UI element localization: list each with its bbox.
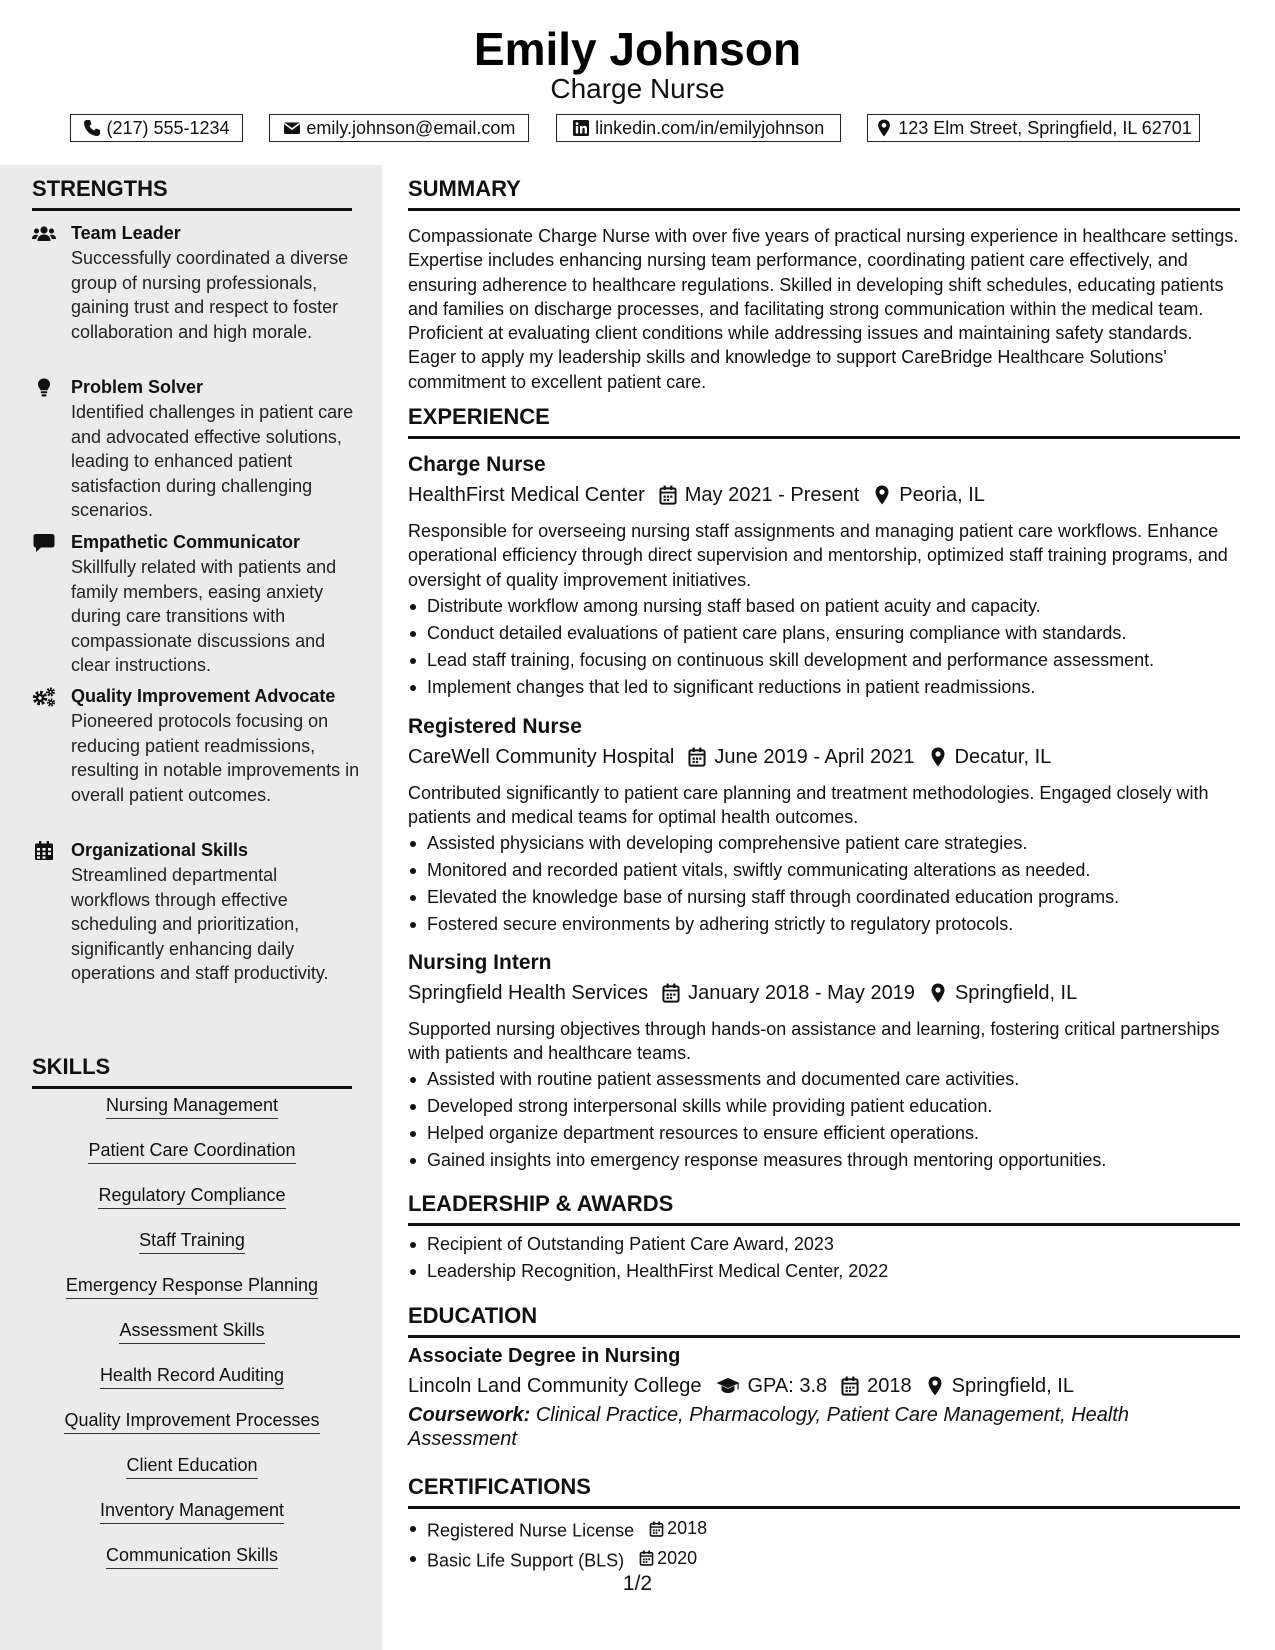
strength-description: Pioneered protocols focusing on reducing patient readmissions, resulting in notable improvements in overall patient outcomes. (71, 711, 360, 805)
calendar-icon (649, 1521, 664, 1537)
job-location: Springfield, IL (954, 982, 1078, 1004)
calendar-icon (32, 841, 56, 861)
education-coursework (408, 1403, 1240, 1451)
calendar-icon (841, 1376, 859, 1396)
list-item (408, 1545, 1240, 1575)
list-item: Distribute workflow among nursing staff based on patient acuity and capacity. (408, 593, 1240, 620)
certification-name: Basic Life Support (BLS) (427, 1550, 625, 1570)
strength-title: Team Leader (71, 223, 181, 243)
strength-title: Quality Improvement Advocate (71, 686, 336, 706)
education-degree: Associate Degree in Nursing (408, 1345, 681, 1367)
coursework-label: Coursework: (408, 1404, 531, 1426)
skill-item: Assessment Skills (32, 1319, 352, 1364)
skill-item: Emergency Response Planning (32, 1274, 352, 1319)
job-title: Registered Nurse (408, 715, 582, 738)
awards-list (408, 1231, 1240, 1285)
summary-heading: SUMMARY (408, 175, 1240, 211)
calendar-icon (659, 485, 677, 505)
phone-icon (83, 119, 101, 137)
contact-email-text: emily.johnson@email.com (306, 117, 516, 138)
job-bullets (408, 830, 1240, 938)
lightbulb-icon (32, 378, 56, 398)
job-company: CareWell Community Hospital (408, 746, 675, 768)
coursework-text: Clinical Practice, Pharmacology, Patient Care Management, Health Assessment (408, 1404, 1130, 1450)
job-bullets (408, 593, 1240, 701)
job-description: Contributed significantly to patient care planning and treatment methodologies. Engaged closely with patients and medical teams for optimal health outcomes. (408, 783, 1209, 828)
strength-description: Skillfully related with patients and family members, easing anxiety during care transitions with compassionate discussions and clear instructions. (71, 557, 337, 675)
list-item: Elevated the knowledge base of nursing staff through coordinated education programs. (408, 884, 1240, 911)
education-gpa: GPA: 3.8 (747, 1375, 828, 1397)
skills-list (32, 1094, 352, 1589)
certification-name: Registered Nurse License (427, 1520, 635, 1541)
certification-year: 2018 (667, 1518, 708, 1538)
job-dates: June 2019 - April 2021 (714, 746, 915, 768)
list-item: Lead staff training, focusing on continuous skill development and performance assessment. (408, 647, 1240, 674)
certification-year: 2020 (657, 1547, 698, 1568)
main-content (408, 165, 1240, 1625)
candidate-name: Emily Johnson (473, 23, 802, 75)
job-title: Nursing Intern (408, 951, 552, 974)
contact-email[interactable] (269, 114, 529, 142)
list-item: Developed strong interpersonal skills while providing patient education. (408, 1093, 1240, 1120)
job-meta (408, 980, 1077, 1006)
contact-address-text: 123 Elm Street, Springfield, IL 62701 (898, 117, 1192, 138)
certifications-heading: CERTIFICATIONS (408, 1473, 1240, 1509)
candidate-title: Charge Nurse (550, 73, 725, 104)
contact-phone-text: (217) 555-1234 (106, 117, 230, 138)
contact-linkedin-text: linkedin.com/in/emilyjohnson (595, 117, 825, 138)
list-item: Conduct detailed evaluations of patient care plans, ensuring compliance with standards. (408, 620, 1240, 647)
job-description: Responsible for overseeing nursing staff assignments and managing patient care workflows. Enhance operational efficiency through direct supervision and mentorship, optimized staff training programs, and oversight of quality improvement initiatives. (408, 521, 1228, 590)
job-dates: May 2021 - Present (684, 484, 860, 506)
job-bullets (408, 1066, 1240, 1174)
list-item: Assisted physicians with developing comprehensive patient care strategies. (408, 830, 1240, 857)
contact-linkedin[interactable] (556, 114, 841, 142)
map-pin-icon (929, 747, 947, 767)
list-item: Recipient of Outstanding Patient Care Award, 2023 (408, 1231, 1240, 1258)
skill-item: Nursing Management (32, 1094, 352, 1139)
job-meta (408, 482, 985, 508)
skill-item: Staff Training (32, 1229, 352, 1274)
education-school: Lincoln Land Community College (408, 1375, 702, 1397)
contact-address[interactable] (867, 114, 1200, 142)
job-location: Decatur, IL (954, 746, 1052, 768)
gears-icon (32, 687, 56, 707)
map-pin-icon (873, 485, 891, 505)
strength-title: Organizational Skills (71, 840, 249, 860)
envelope-icon (283, 119, 301, 137)
list-item: Implement changes that led to significant reductions in patient readmissions. (408, 674, 1240, 701)
skill-item: Communication Skills (32, 1544, 352, 1589)
job-description: Supported nursing objectives through hands-on assistance and learning, fostering critical partnerships with patients and healthcare teams. (408, 1019, 1220, 1064)
skill-item: Regulatory Compliance (32, 1184, 352, 1229)
calendar-icon (662, 983, 680, 1003)
strength-title: Empathetic Communicator (71, 532, 301, 552)
job-company: Springfield Health Services (408, 982, 649, 1004)
contact-row (70, 114, 1200, 144)
job-dates: January 2018 - May 2019 (688, 982, 915, 1004)
users-icon (32, 224, 56, 244)
map-pin-icon (929, 983, 947, 1003)
comment-icon (32, 533, 56, 553)
strength-description: Successfully coordinated a diverse group of nursing professionals, gaining trust and respect to foster collaboration and high morale. (71, 248, 349, 342)
strength-description: Identified challenges in patient care and advocated effective solutions, leading to enhanced patient satisfaction during challenging scenarios. (71, 402, 354, 520)
list-item: Leadership Recognition, HealthFirst Medical Center, 2022 (408, 1258, 1240, 1285)
calendar-icon (639, 1550, 654, 1566)
skill-item: Inventory Management (32, 1499, 352, 1544)
job-meta (408, 744, 1051, 770)
list-item: Monitored and recorded patient vitals, swiftly communicating alterations as needed. (408, 857, 1240, 884)
map-pin-icon (926, 1376, 944, 1396)
job-location: Peoria, IL (899, 484, 985, 506)
contact-phone[interactable] (70, 114, 243, 142)
strengths-heading: STRENGTHS (32, 175, 352, 211)
skills-heading: SKILLS (32, 1053, 352, 1089)
job-title: Charge Nurse (408, 453, 546, 476)
education-heading: EDUCATION (408, 1302, 1240, 1338)
list-item: Helped organize department resources to ensure efficient operations. (408, 1120, 1240, 1147)
education-year: 2018 (867, 1375, 912, 1397)
list-item (408, 1515, 1240, 1545)
graduation-cap-icon (716, 1376, 740, 1396)
skill-item: Quality Improvement Processes (32, 1409, 352, 1454)
list-item: Assisted with routine patient assessments and documented care activities. (408, 1066, 1240, 1093)
education-location: Springfield, IL (951, 1375, 1074, 1397)
skill-item: Health Record Auditing (32, 1364, 352, 1409)
education-meta (408, 1373, 1074, 1399)
skill-item: Patient Care Coordination (32, 1139, 352, 1184)
certifications-list (408, 1515, 1240, 1574)
summary-text: Compassionate Charge Nurse with over five years of practical nursing experience in healthcare settings. Expertise includes enhancing nursing team performance, coordinating patient care effectively, and ensuring adherence to healthcare regulations. Skilled in developing shift schedules, educating patients and families on discharge processes, and facilitating strong communication within the medical team. Proficient at evaluating client conditions while addressing issues and maintaining safety standards. Eager to apply my leadership skills and knowledge to support CareBridge Healthcare Solutions' commitment to excellent patient care. (408, 226, 1239, 392)
linkedin-icon (572, 119, 590, 137)
calendar-icon (688, 747, 706, 767)
skill-item: Client Education (32, 1454, 352, 1499)
awards-heading: LEADERSHIP & AWARDS (408, 1190, 1240, 1226)
resume-header (0, 0, 1275, 165)
strength-description: Streamlined departmental workflows through effective scheduling and prioritization, significantly enhancing daily operations and staff productivity. (71, 865, 329, 983)
job-company: HealthFirst Medical Center (408, 484, 645, 506)
map-pin-icon (875, 119, 893, 137)
list-item: Gained insights into emergency response measures through mentoring opportunities. (408, 1147, 1240, 1174)
strength-title: Problem Solver (71, 377, 204, 397)
experience-heading: EXPERIENCE (408, 403, 1240, 439)
page-number: 1/2 (622, 1572, 653, 1595)
list-item: Fostered secure environments by adhering strictly to regulatory protocols. (408, 911, 1240, 938)
